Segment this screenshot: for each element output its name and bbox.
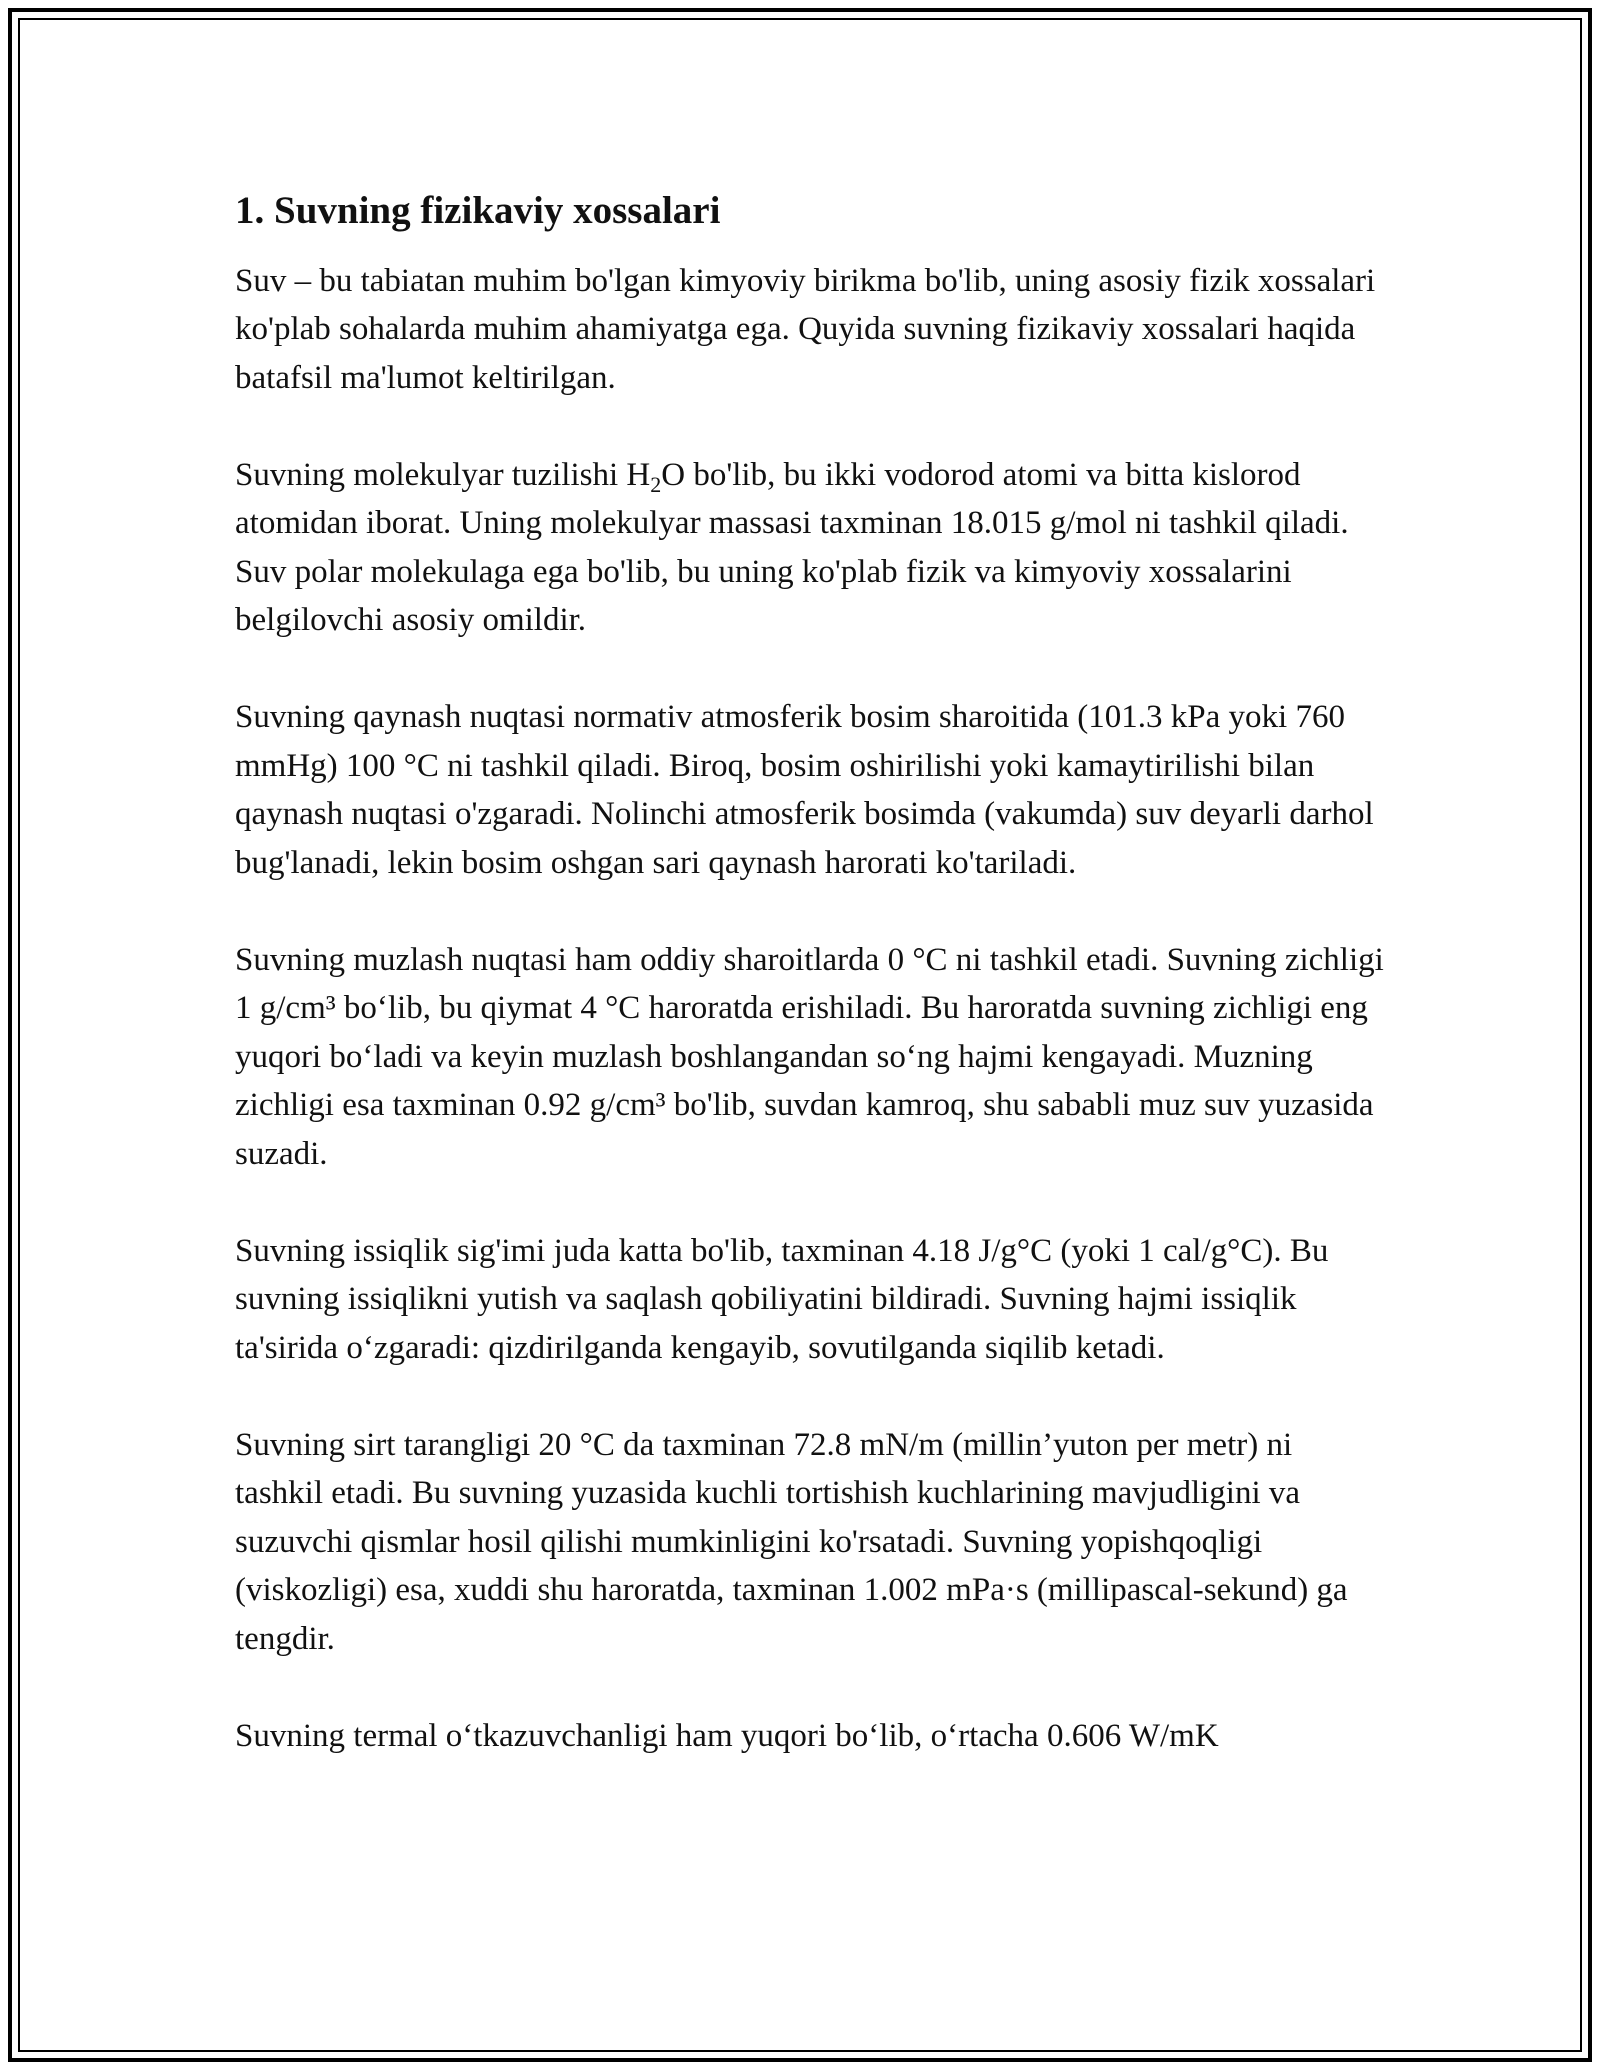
section-heading: 1. Suvning fizikaviy xossalari xyxy=(235,189,721,232)
paragraph-text: O bo'lib, bu ikki vodorod atomi va bitta kislorod atomidan iborat. Uning molekulyar massasi taxminan 18.015 g/mol ni tashkil qiladi. Suv polar molekulaga ega bo'lib, bu uning ko'plab fizik va kimyoviy xossalarini belgilovchi asosiy omildir. xyxy=(235,456,1349,639)
paragraph-heat-capacity: Suvning issiqlik sig'imi juda katta bo'lib, taxminan 4.18 J/g°C (yoki 1 cal/g°C). Bu suvning issiqlikni yutish va saqlash qobiliyatini bildiradi. Suvning hajmi issiqlik ta'sirida o‘zgaradi: qizdirilganda kengayib, sovutilganda siqilib ketadi. xyxy=(235,1232,1329,1366)
paragraph-freezing-density: Suvning muzlash nuqtasi ham oddiy sharoitlarda 0 °C ni tashkil etadi. Suvning zichligi 1 g/cm³ bo‘lib, bu qiymat 4 °C haroratda erishiladi. Bu haroratda suvning zichligi eng yuqori bo‘ladi va keyin muzlash boshlangandan so‘ng hajmi kengayadi. Muzning zichligi esa taxminan 0.92 g/cm³ bo'lib, suvdan kamroq, shu sababli muz suv yuzasida suzadi. xyxy=(235,941,1384,1172)
formula-subscript: 2 xyxy=(650,471,662,497)
document-body xyxy=(235,188,1385,1809)
paragraph-text: Suvning molekulyar tuzilishi H xyxy=(235,456,651,493)
paragraph-boiling-point: Suvning qaynash nuqtasi normativ atmosferik bosim sharoitida (101.3 kPa yoki 760 mmHg) 100 °C ni tashkil qiladi. Biroq, bosim oshirilishi yoki kamaytirilishi bilan qaynash nuqtasi o'zgaradi. Nolinchi atmosferik bosimda (vakumda) suv deyarli darhol bug'lanadi, lekin bosim oshgan sari qaynash harorati ko'tariladi. xyxy=(235,699,1374,881)
paragraph-intro: Suv – bu tabiatan muhim bo'lgan kimyoviy birikma bo'lib, uning asosiy fizik xossalari ko'plab sohalarda muhim ahamiyatga ega. Quyida suvning fizikaviy xossalari haqida batafsil ma'lumot keltirilgan. xyxy=(235,262,1376,396)
paragraph-thermal-conductivity: Suvning termal o‘tkazuvchanligi ham yuqori bo‘lib, o‘rtacha 0.606 W/mK xyxy=(235,1717,1219,1754)
paragraph-surface-tension: Suvning sirt tarangligi 20 °C da taxminan 72.8 mN/m (millin’yuton per metr) ni tashkil etadi. Bu suvning yuzasida kuchli tortishish kuchlarining mavjudligini va suzuvchi qismlar hosil qilishi mumkinligini ko'rsatadi. Suvning yopishqoqligi (viskozligi) esa, xuddi shu haroratda, taxminan 1.002 mPa·s (millipascal-sekund) ga tengdir. xyxy=(235,1426,1348,1657)
paragraph-molecular-structure xyxy=(235,451,1385,645)
